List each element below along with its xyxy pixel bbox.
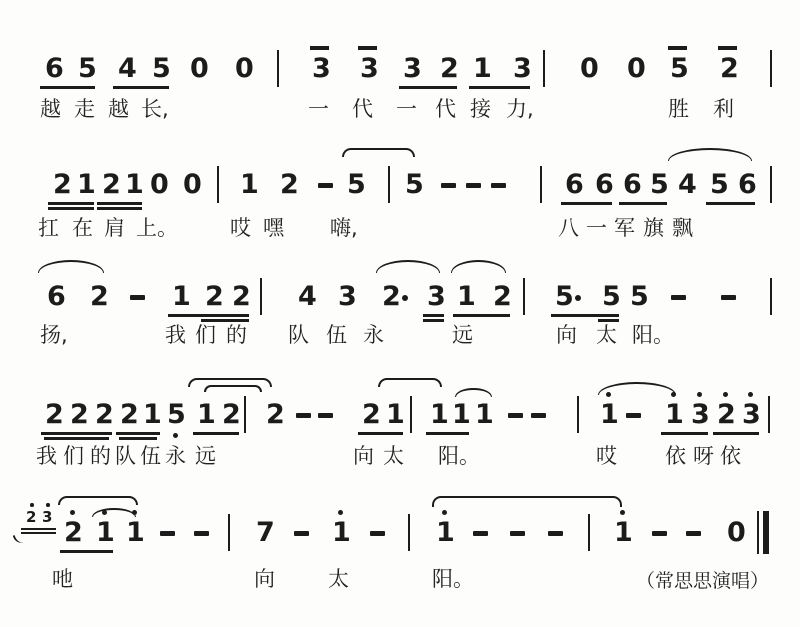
lyric-text: 吔: [52, 567, 73, 591]
lyric-text: 阳。: [632, 323, 674, 347]
note: 1: [197, 399, 216, 430]
lyric-text: 太: [596, 323, 617, 347]
note: 2: [70, 399, 89, 430]
lyric-text: 越: [40, 97, 61, 121]
note: 3: [312, 53, 331, 84]
lyric-text: 力,: [506, 97, 534, 121]
barline: [260, 278, 262, 315]
lyric-text: 肩: [104, 216, 125, 240]
note: 2: [232, 281, 251, 312]
barline: [244, 396, 246, 433]
barline: [277, 50, 279, 87]
octave-overline: [718, 46, 737, 50]
beam-underline: [661, 432, 708, 435]
duration-dash: [491, 183, 506, 188]
beam-underline: [113, 86, 169, 89]
duration-dash: [531, 413, 546, 418]
beam-underline: [358, 432, 403, 435]
lyric-text: 哎: [230, 216, 251, 240]
slur-arc: [38, 260, 104, 273]
note: 1: [430, 399, 449, 430]
note: 2: [720, 53, 739, 84]
note: 1: [614, 517, 633, 548]
octave-dot-above: [723, 392, 728, 397]
beam-underline: [713, 432, 759, 435]
beam-underline: [60, 550, 113, 553]
lyric-text: 的: [226, 323, 247, 347]
duration-dash: [626, 413, 641, 418]
duration-dash: [721, 295, 736, 300]
lyric-text: 长,: [141, 97, 169, 121]
beam-underline: [426, 432, 469, 435]
octave-dot-above: [70, 510, 75, 515]
barline: [770, 166, 772, 203]
duration-dash: [294, 531, 309, 536]
lyric-text: 伍: [326, 323, 347, 347]
octave-dot-above: [620, 510, 625, 515]
note: 5: [78, 53, 97, 84]
note: 2: [493, 281, 512, 312]
lyric-text: 太: [328, 567, 349, 591]
lyric-text: 永: [165, 444, 186, 468]
beam-underline: [619, 202, 667, 205]
lyric-text: 扬,: [40, 323, 68, 347]
note: 1: [332, 517, 351, 548]
note: 7: [256, 517, 275, 548]
duration-dash: [318, 413, 333, 418]
slur-arc: [451, 260, 506, 273]
beam-underline: [551, 314, 619, 317]
beam-underline: [48, 202, 94, 205]
note: 1: [143, 399, 162, 430]
slur-arc: [668, 148, 752, 161]
barline: [540, 166, 542, 203]
octave-overline: [358, 46, 377, 50]
barline: [228, 514, 230, 551]
octave-dot-above: [442, 510, 447, 515]
note: 2: [362, 399, 381, 430]
lyric-text: 一: [396, 97, 417, 121]
note: 2: [280, 169, 299, 200]
beam-underline: [423, 319, 444, 322]
grace-note: 3: [42, 508, 53, 526]
note: 5: [347, 169, 366, 200]
beam-underline: [453, 314, 510, 317]
octave-dot-below: [173, 433, 178, 438]
duration-dash: [671, 295, 686, 300]
octave-overline: [310, 46, 329, 50]
duration-dash: [466, 183, 481, 188]
lyric-text: 扛: [38, 216, 59, 240]
note: 1: [96, 517, 115, 548]
barline: [523, 278, 525, 315]
note: 4: [118, 53, 137, 84]
note: 1: [126, 517, 145, 548]
barline: [388, 166, 390, 203]
note: 6: [623, 169, 642, 200]
lyric-text: 向: [254, 567, 275, 591]
note: 3: [427, 281, 446, 312]
lyric-text: 八: [558, 216, 579, 240]
beam-underline: [561, 202, 612, 205]
rest-note: 0: [235, 53, 254, 84]
lyric-text: 军: [614, 216, 635, 240]
performer-credit: （常思思演唱）: [636, 570, 770, 592]
rest-note: 0: [150, 169, 169, 200]
lyric-text: 太: [383, 444, 404, 468]
note: 2: [440, 53, 459, 84]
beam-underline: [193, 432, 239, 435]
lyric-text: 接: [470, 97, 491, 121]
beam-underline: [97, 207, 142, 210]
lyric-text: 哎: [596, 444, 617, 468]
lyric-text: 们: [195, 323, 216, 347]
lyric-text: 走: [74, 97, 95, 121]
lyric-text: 队: [288, 323, 309, 347]
note: 6: [738, 169, 757, 200]
note: 1: [172, 281, 191, 312]
duration-dash: [686, 531, 701, 536]
duration-dash: [510, 531, 525, 536]
lyric-text: 嗨,: [330, 216, 358, 240]
lyric-text: 伍: [140, 444, 161, 468]
note: 3: [691, 399, 710, 430]
note: 2: [53, 169, 72, 200]
note: 2: [120, 399, 139, 430]
note: 6: [565, 169, 584, 200]
octave-dot-above: [338, 510, 343, 515]
barline: [770, 278, 772, 315]
lyric-text: 呀: [693, 444, 714, 468]
slur-arc: [92, 508, 136, 517]
tie-arc: [58, 496, 138, 505]
note: 6: [45, 53, 64, 84]
lyric-text: 一: [308, 97, 329, 121]
duration-dash: [652, 531, 667, 536]
beam-underline: [168, 314, 249, 317]
octave-dot-above: [30, 503, 34, 507]
note: 1: [665, 399, 684, 430]
lyric-text: 在: [72, 216, 93, 240]
note: 6: [595, 169, 614, 200]
lyric-text: 远: [452, 323, 473, 347]
note: 3: [513, 53, 532, 84]
note: 3: [360, 53, 379, 84]
octave-dot-above: [46, 503, 50, 507]
barline: [410, 396, 412, 433]
augmentation-dot: [575, 295, 581, 301]
barline: [768, 396, 770, 433]
lyric-text: 队: [115, 444, 136, 468]
note: 5: [152, 53, 171, 84]
note: 3: [403, 53, 422, 84]
note: 2: [222, 399, 241, 430]
final-barline-thin: [757, 511, 759, 554]
note: 5: [650, 169, 669, 200]
beam-underline: [97, 202, 142, 205]
grace-underline: [21, 532, 56, 534]
duration-dash: [318, 183, 333, 188]
rest-note: 0: [183, 169, 202, 200]
lyric-text: 向: [353, 444, 374, 468]
duration-dash: [296, 413, 311, 418]
note: 1: [473, 53, 492, 84]
note: 1: [125, 169, 144, 200]
lyric-text: 越: [108, 97, 129, 121]
duration-dash: [194, 531, 209, 536]
beam-underline: [116, 432, 160, 435]
slur-arc: [376, 260, 440, 273]
lyric-text: 我: [165, 323, 186, 347]
barline: [577, 396, 579, 433]
note: 2: [45, 399, 64, 430]
note: 5: [670, 53, 689, 84]
beam-underline: [399, 86, 457, 89]
tie-arc: [378, 378, 442, 387]
grace-underline: [21, 528, 56, 530]
grace-note: 2: [26, 508, 37, 526]
tie-arc: [342, 148, 415, 157]
lyric-text: 依: [720, 444, 741, 468]
note: 5: [710, 169, 729, 200]
octave-dot-above: [697, 392, 702, 397]
beam-underline: [469, 86, 530, 89]
lyric-text: 利: [713, 97, 734, 121]
note: 1: [77, 169, 96, 200]
duration-dash: [160, 531, 175, 536]
note: 5: [405, 169, 424, 200]
lyric-text: 胜: [668, 97, 689, 121]
note: 1: [436, 517, 455, 548]
note: 6: [47, 281, 66, 312]
note: 1: [240, 169, 259, 200]
slur-arc: [455, 388, 492, 397]
slur-arc: [598, 382, 676, 395]
note: 3: [338, 281, 357, 312]
beam-underline: [423, 314, 444, 317]
beam-underline: [40, 86, 95, 89]
note: 1: [475, 399, 494, 430]
note: 3: [742, 399, 761, 430]
note: 5: [602, 281, 621, 312]
lyric-text: 阳。: [432, 567, 474, 591]
duration-dash: [130, 295, 145, 300]
note: 2: [266, 399, 285, 430]
note: 5: [555, 281, 574, 312]
octave-overline: [668, 46, 687, 50]
lyric-text: 代: [435, 97, 456, 121]
lyric-text: 依: [665, 444, 686, 468]
note: 2: [64, 517, 83, 548]
duration-dash: [473, 531, 488, 536]
lyric-text: 向: [556, 323, 577, 347]
octave-dot-above: [748, 392, 753, 397]
lyric-text: 们: [63, 444, 84, 468]
beam-underline: [44, 437, 109, 440]
rest-note: 0: [580, 53, 599, 84]
barline: [543, 50, 545, 87]
lyric-text: 阳。: [438, 444, 480, 468]
lyric-text: 旗: [643, 216, 664, 240]
note: 2: [90, 281, 109, 312]
beam-underline: [41, 432, 112, 435]
note: 1: [457, 281, 476, 312]
lyric-text: 远: [195, 444, 216, 468]
augmentation-dot: [402, 295, 408, 301]
duration-dash: [441, 183, 456, 188]
tie-arc: [432, 496, 622, 507]
lyric-text: 我: [36, 444, 57, 468]
lyric-text: 飘: [672, 216, 693, 240]
beam-underline: [48, 207, 94, 210]
rest-note: 0: [727, 517, 746, 548]
lyric-text: 代: [352, 97, 373, 121]
barline: [217, 166, 219, 203]
note: 2: [382, 281, 401, 312]
note: 2: [205, 281, 224, 312]
barline: [770, 50, 772, 87]
note: 5: [630, 281, 649, 312]
duration-dash: [370, 531, 385, 536]
lyric-text: 的: [90, 444, 111, 468]
note: 2: [95, 399, 114, 430]
rest-note: 0: [627, 53, 646, 84]
note: 1: [452, 399, 471, 430]
note: 2: [717, 399, 736, 430]
note: 1: [386, 399, 405, 430]
duration-dash: [548, 531, 563, 536]
beam-underline: [706, 202, 755, 205]
note: 4: [678, 169, 697, 200]
lyric-text: 永: [363, 323, 384, 347]
beam-underline: [119, 437, 157, 440]
tie-arc: [204, 385, 262, 392]
grace-tail-curve: [13, 533, 25, 545]
lyric-text: 嘿: [263, 216, 284, 240]
note: 2: [102, 169, 121, 200]
note: 1: [600, 399, 619, 430]
barline: [408, 514, 410, 551]
lyric-text: 上。: [136, 216, 178, 240]
duration-dash: [508, 413, 523, 418]
barline: [588, 514, 590, 551]
note: 4: [298, 281, 317, 312]
lyric-text: 一: [586, 216, 607, 240]
final-barline-thick: [763, 511, 769, 554]
note: 5: [167, 399, 186, 430]
rest-note: 0: [190, 53, 209, 84]
